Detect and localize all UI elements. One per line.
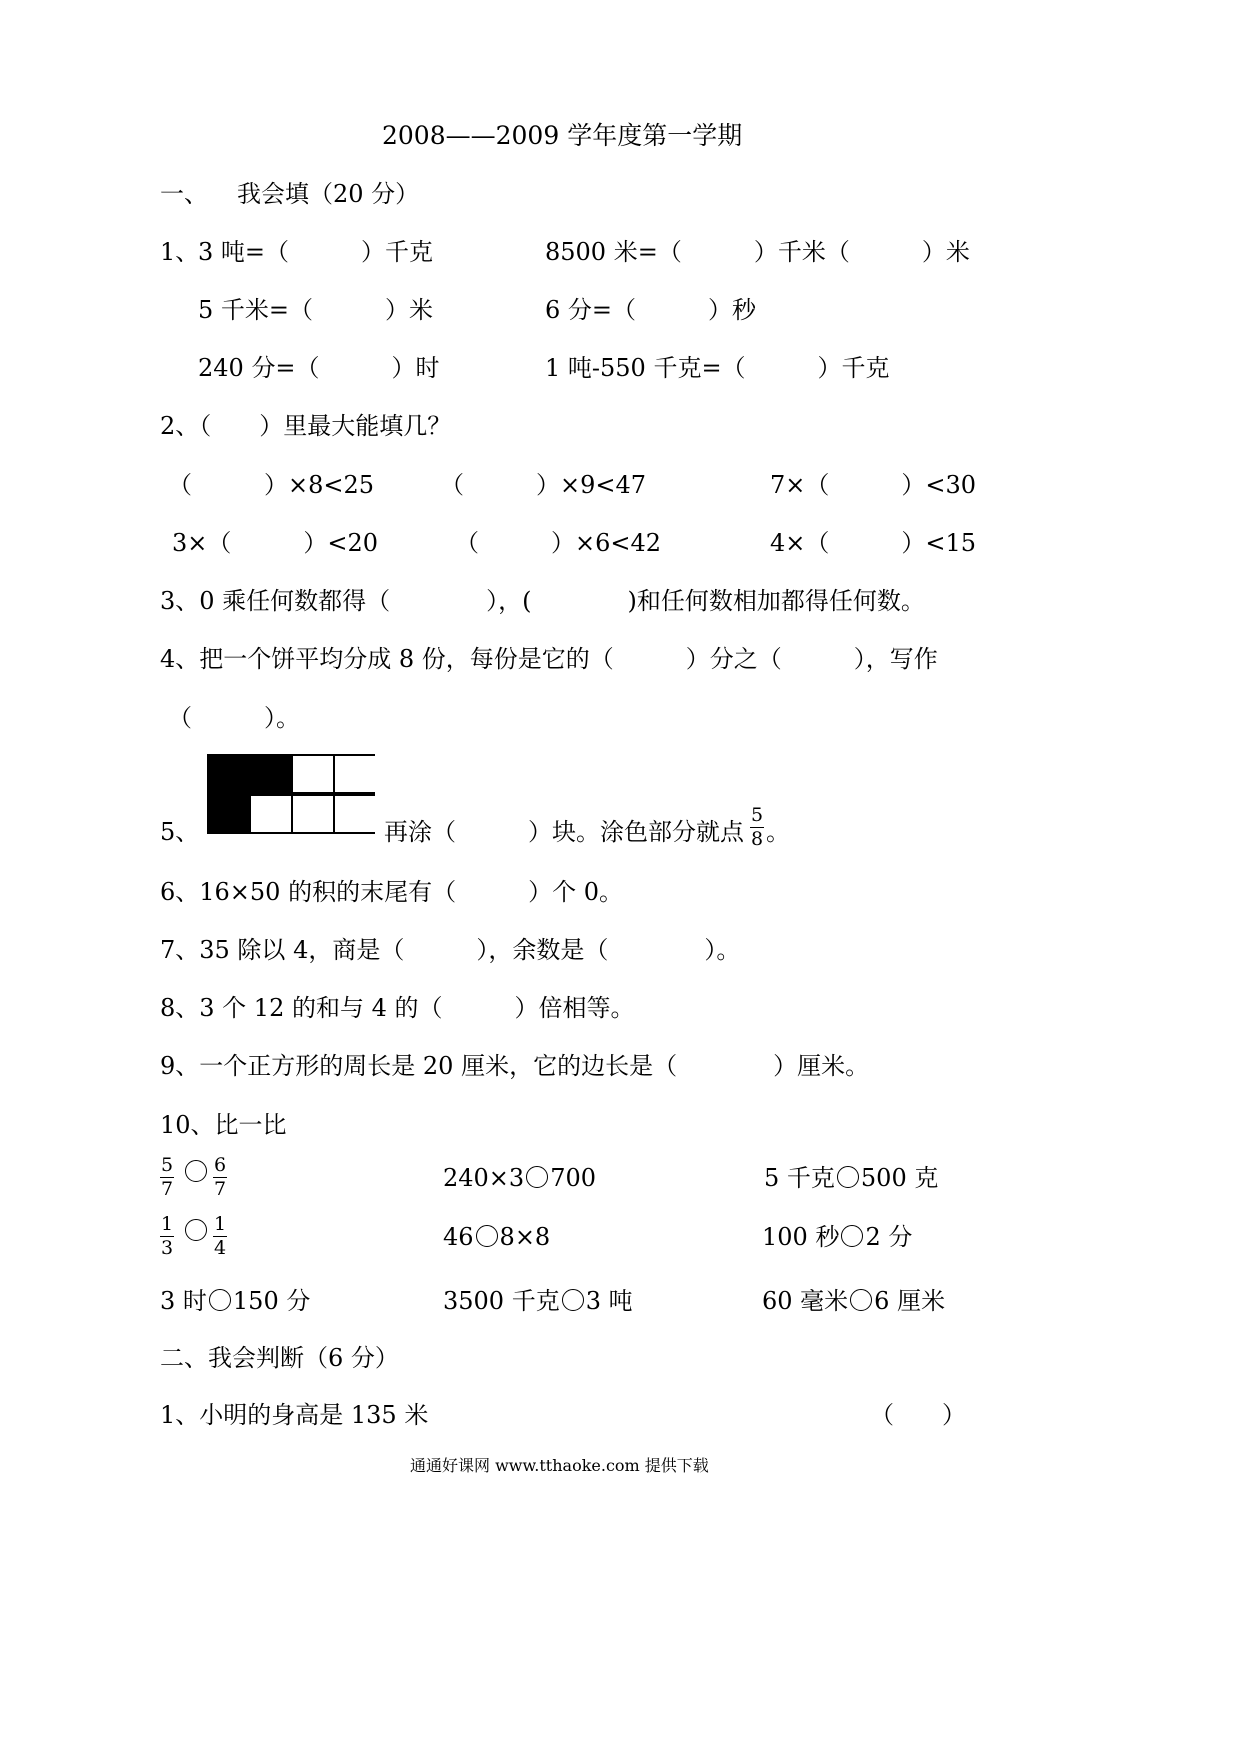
q10-frac-5-7 bbox=[160, 1156, 174, 1199]
q1-item-3: 5 千米=（ ）米 bbox=[198, 296, 434, 324]
left-side: 46 bbox=[443, 1223, 474, 1251]
left-side: 3500 千克 bbox=[443, 1287, 560, 1315]
numerator: 1 bbox=[214, 1213, 227, 1235]
s2-q1-answer-blank: （ ） bbox=[870, 1401, 966, 1429]
section-1-heading: 我会填（20 分） bbox=[237, 180, 420, 208]
q1-item-2: 8500 米=（ ）千米（ ）米 bbox=[545, 238, 970, 266]
q2-prompt: 2、（ ）里最大能填几？ bbox=[160, 412, 452, 440]
q5-shading-grid bbox=[207, 754, 375, 834]
right-side: 150 分 bbox=[232, 1287, 311, 1315]
denominator: 4 bbox=[214, 1237, 227, 1259]
q8-text: 8、3 个 12 的和与 4 的（ ）倍相等。 bbox=[160, 994, 635, 1022]
right-side: 500 克 bbox=[860, 1164, 939, 1192]
q3-text: 3、0 乘任何数都得（ ），( )和任何数相加都得任何数。 bbox=[160, 587, 925, 615]
q5-text: 再涂（ ）块。涂色部分就点 bbox=[384, 818, 744, 846]
right-side: 6 厘米 bbox=[874, 1287, 946, 1315]
compare-circle bbox=[476, 1225, 498, 1247]
q1-item-4: 6 分=（ ）秒 bbox=[545, 296, 757, 324]
s2-q1-text: 1、小明的身高是 135 米 bbox=[160, 1401, 429, 1429]
q10-frac-1-3 bbox=[160, 1215, 174, 1258]
q10-compare-4 bbox=[762, 1225, 912, 1249]
q1-item-6: 1 吨-550 千克=（ ）千克 bbox=[545, 354, 890, 382]
compare-circle bbox=[841, 1225, 863, 1247]
q10-prompt: 10、比一比 bbox=[160, 1111, 287, 1139]
q2-item-3: 7×（ ）<30 bbox=[770, 471, 977, 499]
compare-circle bbox=[837, 1166, 859, 1188]
q1-number: 1、 bbox=[160, 238, 200, 266]
q2-item-1: （ ）×8<25 bbox=[168, 471, 375, 499]
compare-circle bbox=[183, 1219, 209, 1243]
q2-item-6: 4×（ ）<15 bbox=[770, 529, 977, 557]
right-side: 8×8 bbox=[499, 1223, 551, 1251]
q5-number: 5、 bbox=[160, 818, 200, 846]
q2-item-4: 3×（ ）<20 bbox=[172, 529, 379, 557]
q10-frac-1-4 bbox=[213, 1215, 227, 1258]
grid-cell-empty bbox=[292, 795, 334, 833]
q6-text: 6、16×50 的积的末尾有（ ）个 0。 bbox=[160, 878, 623, 906]
denominator: 7 bbox=[214, 1178, 227, 1200]
right-side: 700 bbox=[550, 1164, 596, 1192]
section-2-heading: 二、我会判断（6 分） bbox=[160, 1344, 399, 1372]
right-side: 2 分 bbox=[865, 1223, 913, 1251]
q10-compare-6 bbox=[443, 1289, 633, 1313]
compare-circle bbox=[850, 1289, 872, 1311]
left-side: 60 毫米 bbox=[762, 1287, 849, 1315]
q4-line-2: （ ）。 bbox=[168, 704, 300, 732]
numerator: 6 bbox=[214, 1154, 227, 1176]
q5-end-mark: 。 bbox=[766, 818, 790, 846]
compare-circle bbox=[562, 1289, 584, 1311]
page-title: 2008——2009 学年度第一学期 bbox=[382, 121, 743, 150]
grid-cell-shaded bbox=[208, 755, 250, 793]
q1-item-1: 3 吨=（ ）千克 bbox=[198, 238, 434, 266]
numerator: 5 bbox=[161, 1154, 174, 1176]
denominator: 3 bbox=[161, 1237, 174, 1259]
section-1-number: 一、 bbox=[160, 180, 208, 208]
q10-compare-2 bbox=[764, 1166, 938, 1190]
grid-cell-empty bbox=[292, 755, 334, 793]
denominator: 7 bbox=[161, 1178, 174, 1200]
compare-circle bbox=[209, 1289, 231, 1311]
q5-fraction-denominator: 8 bbox=[751, 828, 764, 850]
grid-cell-empty bbox=[334, 755, 375, 793]
grid-cell-shaded bbox=[208, 795, 250, 833]
q5-fraction-numerator: 5 bbox=[751, 804, 764, 826]
numerator: 1 bbox=[161, 1213, 174, 1235]
compare-circle bbox=[526, 1166, 548, 1188]
q10-frac-6-7 bbox=[213, 1156, 227, 1199]
q9-text: 9、一个正方形的周长是 20 厘米，它的边长是（ ）厘米。 bbox=[160, 1052, 870, 1080]
q10-compare-1 bbox=[443, 1166, 596, 1190]
right-side: 3 吨 bbox=[585, 1287, 633, 1315]
q10-compare-3 bbox=[443, 1225, 550, 1249]
left-side: 240×3 bbox=[443, 1164, 525, 1192]
q2-item-5: （ ）×6<42 bbox=[455, 529, 662, 557]
q10-compare-7 bbox=[762, 1289, 945, 1313]
q2-item-2: （ ）×9<47 bbox=[440, 471, 647, 499]
q10-compare-5 bbox=[160, 1289, 310, 1313]
left-side: 3 时 bbox=[160, 1287, 207, 1315]
grid-cell-shaded bbox=[250, 755, 292, 793]
q4-line-1: 4、把一个饼平均分成 8 份，每份是它的（ ）分之（ ），写作 bbox=[160, 645, 938, 673]
q5-fraction bbox=[750, 806, 764, 849]
q1-item-5: 240 分=（ ）时 bbox=[198, 354, 440, 382]
footer-credit: 通通好课网 www.tthaoke.com 提供下载 bbox=[410, 1456, 709, 1475]
grid-cell-empty bbox=[250, 795, 292, 833]
left-side: 5 千克 bbox=[764, 1164, 835, 1192]
q7-text: 7、35 除以 4，商是（ ），余数是（ ）。 bbox=[160, 936, 741, 964]
grid-cell-empty bbox=[334, 795, 375, 833]
left-side: 100 秒 bbox=[762, 1223, 840, 1251]
compare-circle bbox=[183, 1160, 209, 1184]
